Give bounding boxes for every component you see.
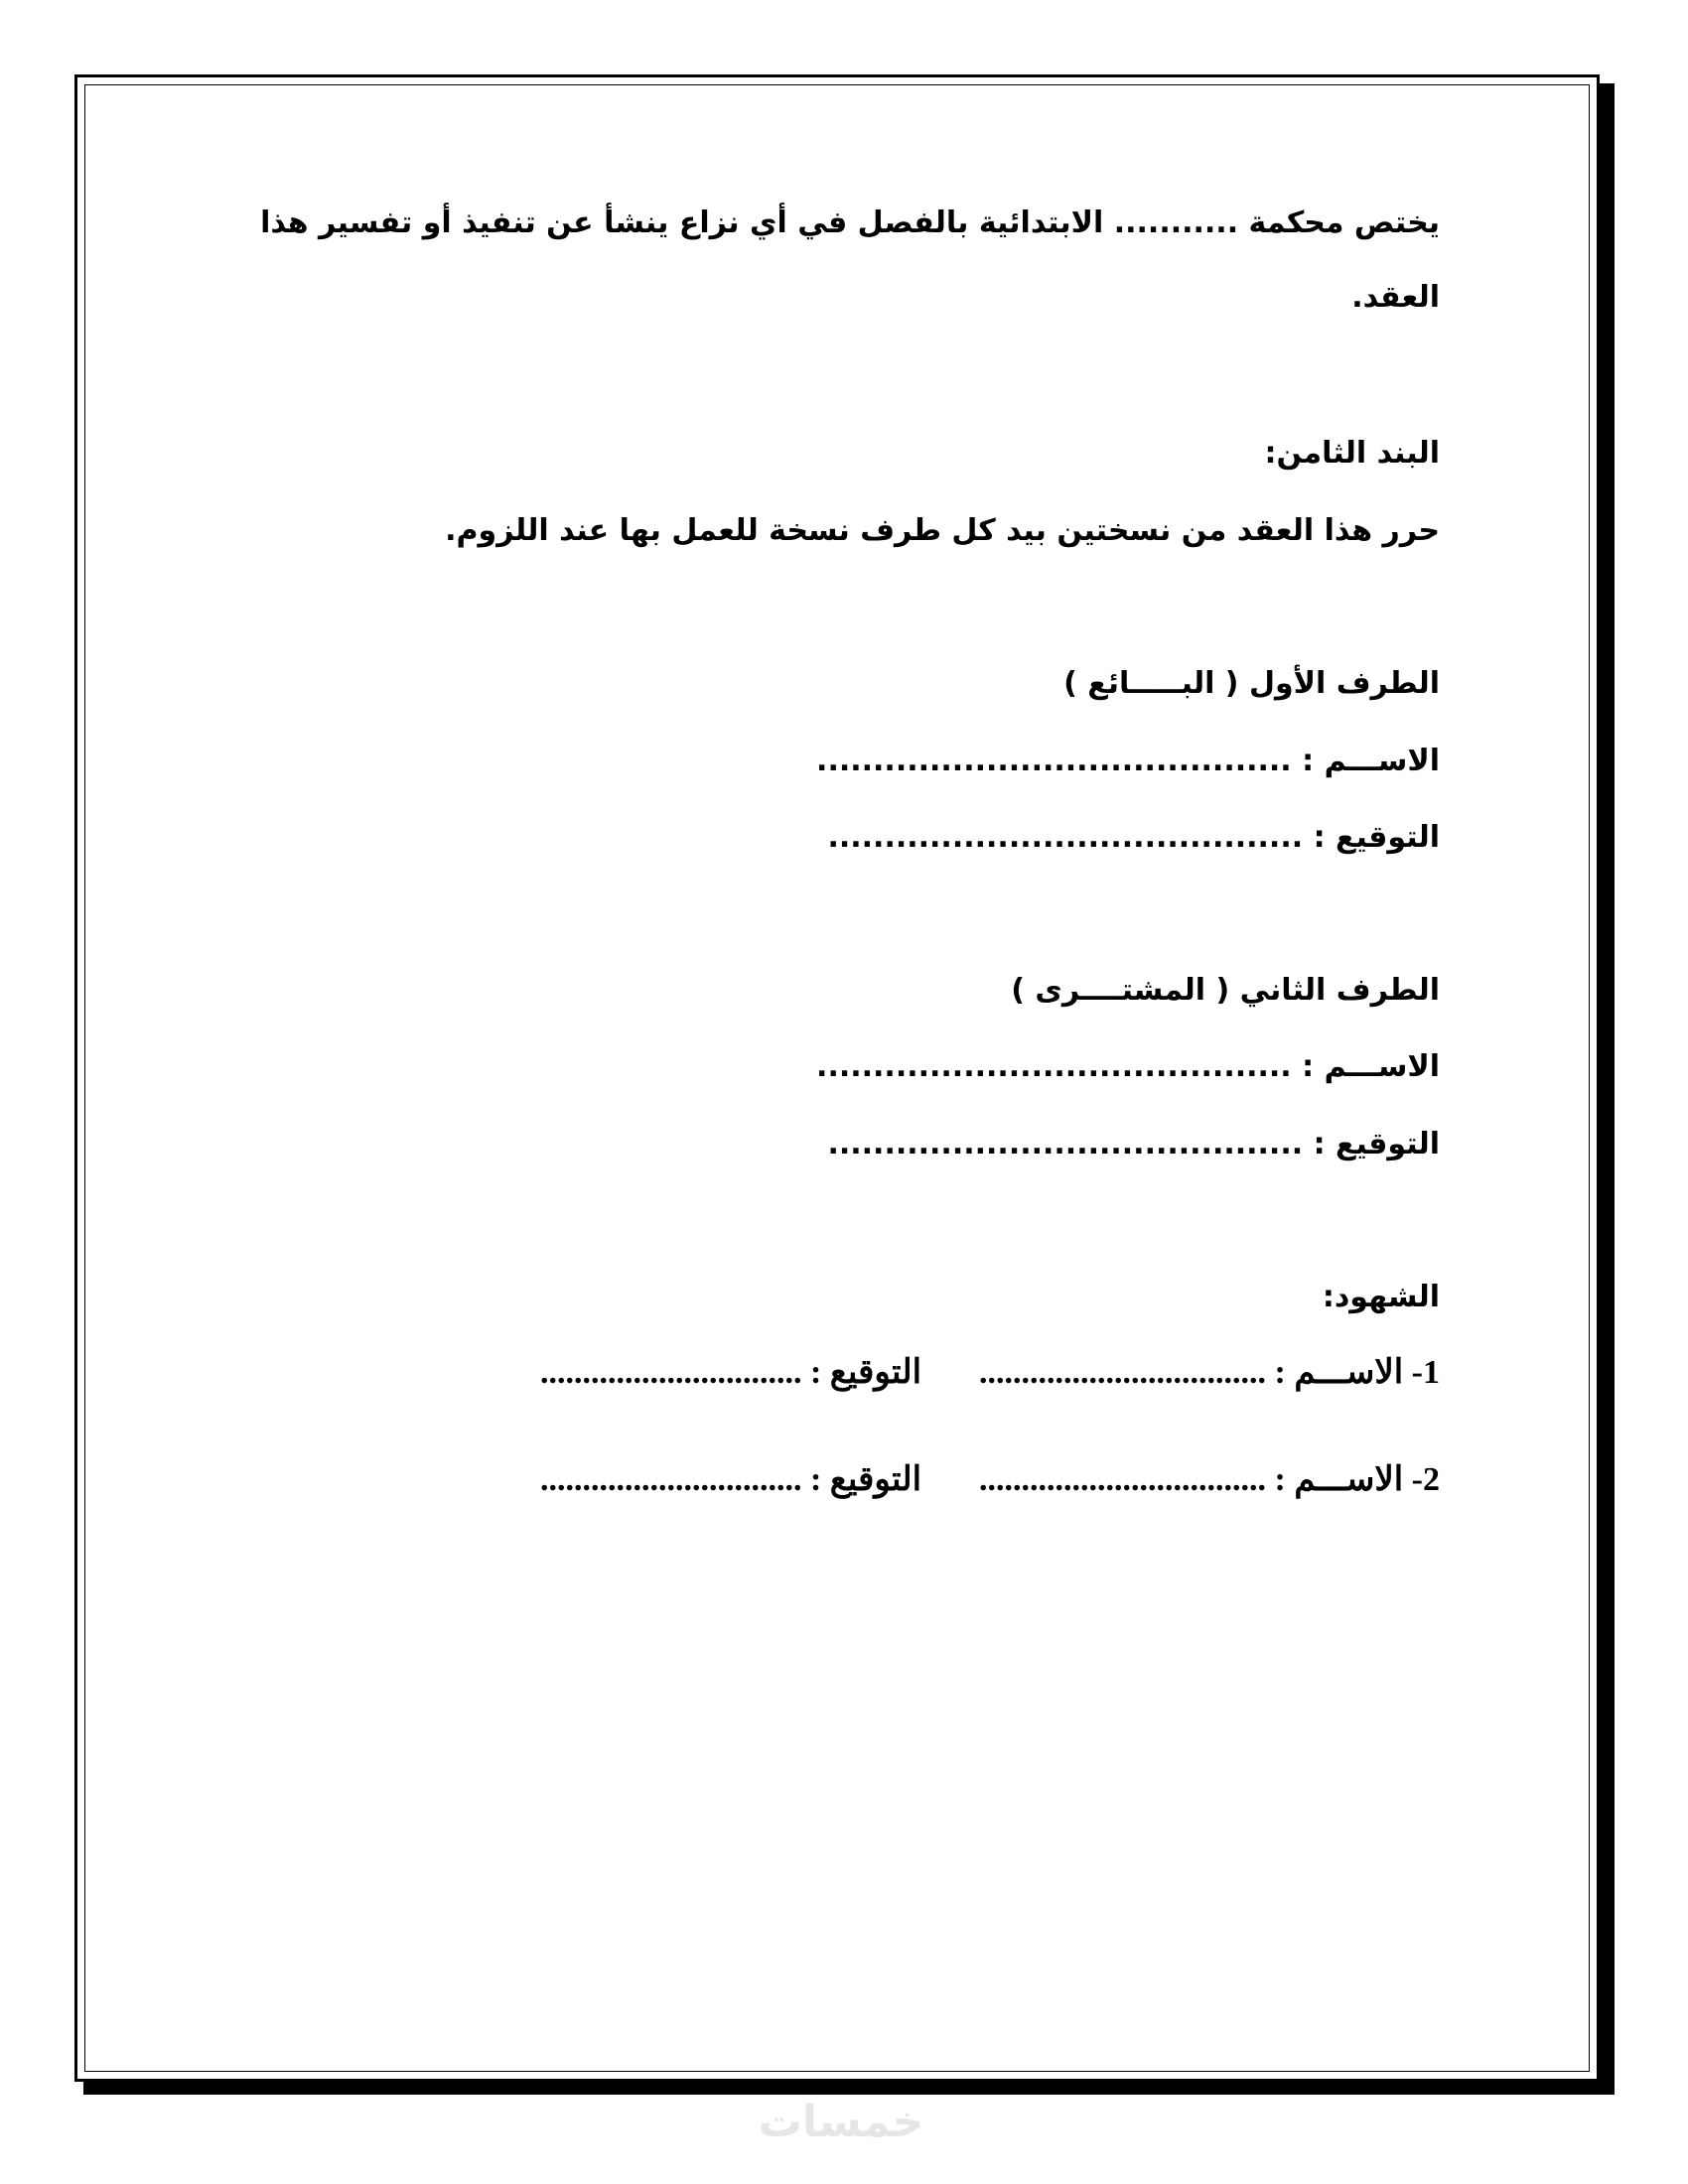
witness-1-name-line: 1- الاســـم : .................................. (979, 1354, 1440, 1391)
witness-row-2 (540, 1463, 1440, 1497)
clause-eight-title: البند الثامن: (1264, 436, 1440, 471)
witness-row-1 (540, 1356, 1440, 1390)
jurisdiction-clause-line-1: يختص محكمة ........... الابتدائية بالفصل في أي نزاع ينشأ عن تنفيذ أو تفسير هذا (260, 205, 1440, 240)
witness-2-name-line: 2- الاســـم : .................................. (979, 1461, 1440, 1498)
witnesses-title: الشهود: (1322, 1280, 1440, 1314)
second-party-name-line: الاســـم : .......................................... (816, 1049, 1440, 1084)
clause-eight-text: حرر هذا العقد من نسختين بيد كل طرف نسخة للعمل بها عند اللزوم. (445, 513, 1440, 548)
witness-1-signature-line: التوقيع : ............................... (539, 1354, 922, 1391)
jurisdiction-clause-line-2: العقد. (1351, 280, 1440, 315)
first-party-name-line: الاســـم : .......................................... (816, 744, 1440, 778)
second-party-title: الطرف الثاني ( المشتــــرى ) (1011, 973, 1440, 1008)
first-party-signature-line: التوقيع : .......................................... (827, 820, 1440, 855)
second-party-signature-line: التوقيع : .......................................... (827, 1127, 1440, 1161)
first-party-title: الطرف الأول ( البـــــائع ) (1063, 666, 1440, 701)
watermark-logo: خمسات (758, 2097, 924, 2147)
witness-2-signature-line: التوقيع : ............................... (539, 1461, 922, 1498)
